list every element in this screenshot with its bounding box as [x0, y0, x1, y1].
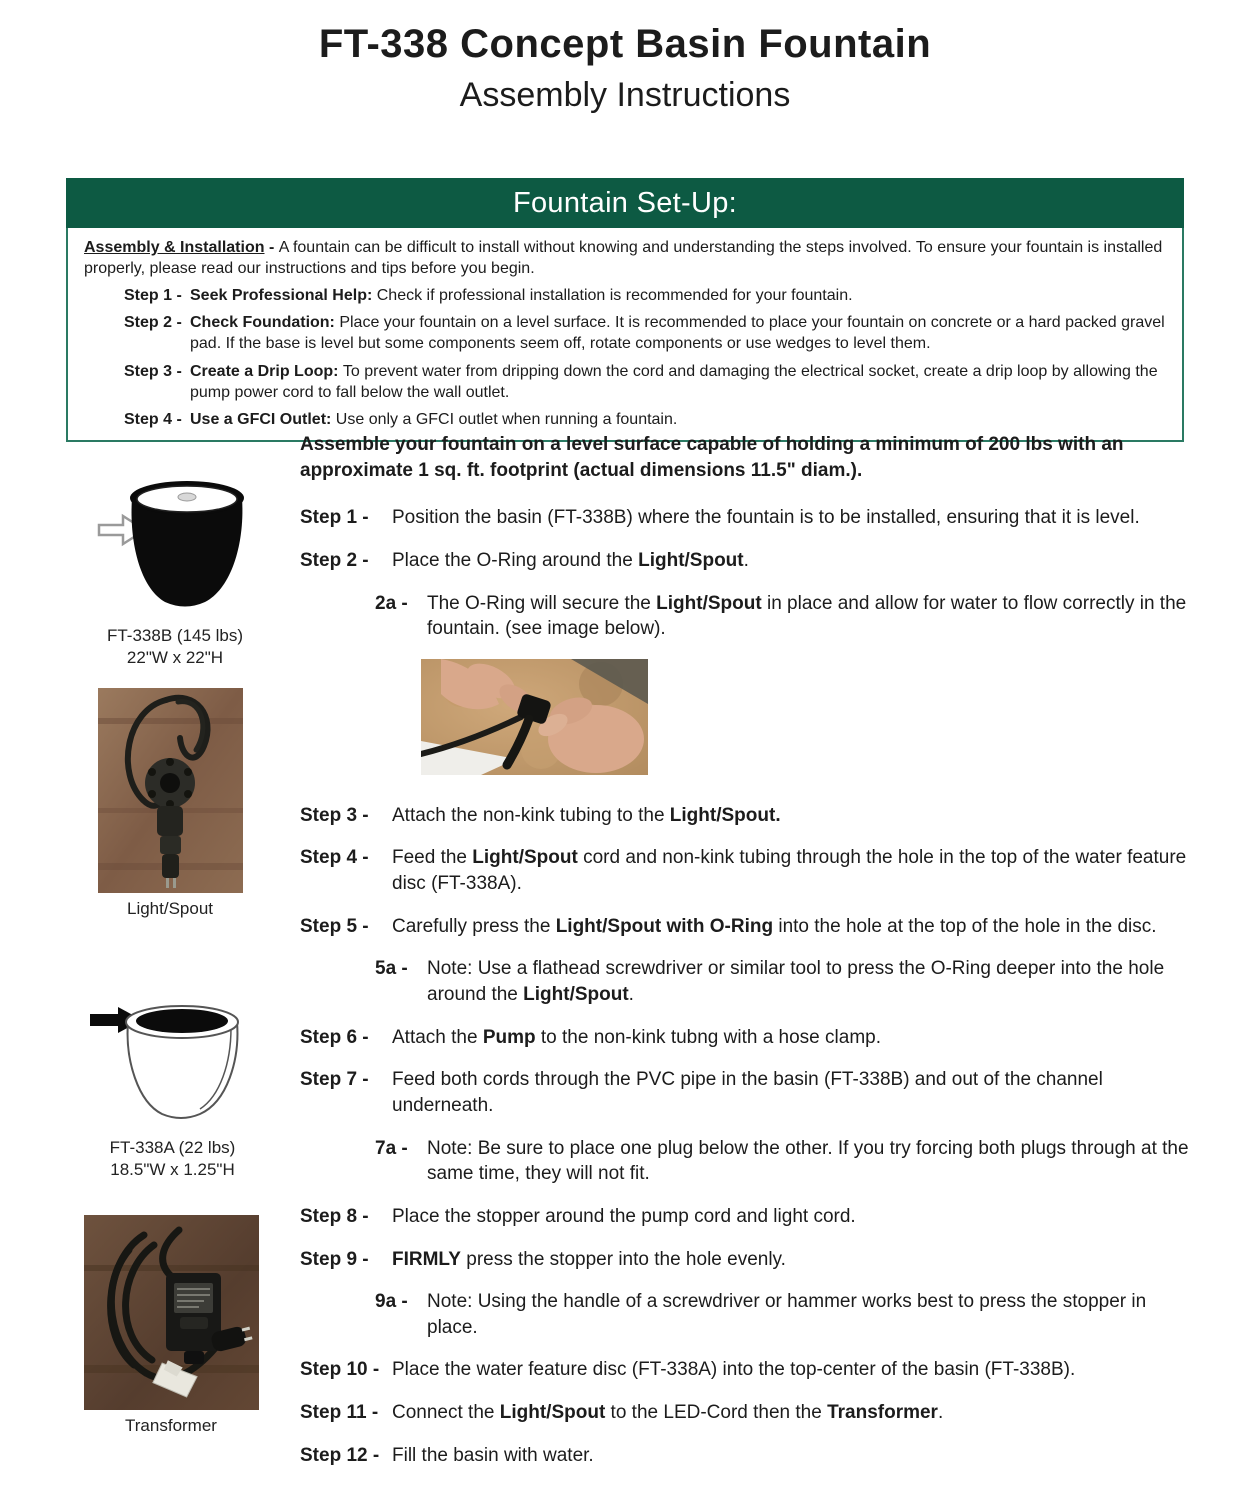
step-text-segment: Place the stopper around the pump cord and light cord.: [392, 1205, 856, 1227]
setup-step-row: [124, 312, 1166, 354]
step-row: [300, 914, 1192, 940]
substep-row: [375, 956, 1192, 1007]
step-text-bold: Pump: [482, 1026, 536, 1048]
step-label: Step 7 -: [300, 1069, 369, 1091]
basin-caption: [80, 625, 270, 670]
step-text-segment: Fill the basin with water.: [392, 1444, 594, 1466]
step-text: [392, 1067, 1192, 1118]
step-label: Step 10 -: [300, 1359, 380, 1381]
step-label: 7a -: [375, 1137, 408, 1159]
step-text: [392, 1204, 1192, 1230]
disc-caption: [75, 1137, 270, 1182]
step-text: [392, 505, 1192, 531]
basin-logo-oval: [178, 493, 196, 501]
step-label: Step 5 -: [300, 915, 369, 937]
setup-intro-text: A fountain can be difficult to install without knowing and understanding the steps involved. To ensure your fountain is installed properly, please read our instructions and tips before you begin.: [84, 239, 1163, 278]
step-text-segment: .: [937, 1402, 944, 1424]
basin-caption-line2: 22"W x 22"H: [126, 648, 224, 668]
step-label: Step 9 -: [300, 1248, 369, 1270]
light-spout-photo: [98, 688, 243, 893]
step-row: [300, 1025, 1192, 1051]
step-text: [392, 1025, 1192, 1051]
spout-body: [157, 806, 183, 836]
step-label: Step 1 -: [300, 507, 369, 529]
step-text-segment: in place and allow for water to flow correctly in the fountain. (see image below).: [427, 592, 1187, 640]
substep-row: [375, 1289, 1192, 1340]
step-label: Step 12 -: [300, 1444, 380, 1466]
oring-install-photo: [421, 659, 648, 775]
step-text-bold: Light/Spout: [656, 592, 762, 614]
step-text-segment: Note: Be sure to place one plug below the other. If you try forcing both plugs through at the same time, they will not fit.: [427, 1137, 1189, 1185]
setup-step-label: Step 1 -: [124, 287, 182, 305]
step-text-bold: Light/Spout: [499, 1402, 606, 1424]
page-subtitle: Assembly Instructions: [459, 76, 791, 114]
step-text: [392, 1443, 1192, 1469]
setup-step-label: Step 2 -: [124, 314, 182, 332]
step-text-bold: Light/Spout: [523, 984, 629, 1006]
transformer-caption: [82, 1415, 260, 1437]
step-text: [427, 591, 1192, 642]
plug: [162, 854, 179, 878]
step-text-segment: Attach the: [392, 1026, 483, 1048]
step-text-bold: Light/Spout with O-Ring: [555, 915, 774, 937]
step-label: Step 8 -: [300, 1205, 369, 1227]
step-label: Step 2 -: [300, 549, 369, 571]
step-text-segment: cord and non-kink tubing through the hole in the top of the water feature disc (FT-338A).: [392, 847, 1187, 895]
main-steps: [300, 505, 1192, 1468]
figure-light-spout: [95, 688, 245, 920]
step-text-segment: Position the basin (FT-338B) where the fountain is to be installed, ensuring that it is level.: [392, 507, 1140, 529]
setup-intro: [84, 237, 1166, 279]
step-text: [392, 548, 1192, 574]
step-row: [300, 1400, 1192, 1426]
light-spout-caption-line1: Light/Spout: [126, 899, 213, 918]
step-text-bold: Transformer: [827, 1402, 938, 1424]
step-row: [300, 803, 1192, 829]
figure-disc: [75, 988, 270, 1182]
setup-intro-label: Assembly & Installation: [84, 239, 265, 256]
disc-caption-line1: FT-338A (22 lbs): [109, 1138, 236, 1157]
step-text-segment: to the non-kink tubng with a hose clamp.: [535, 1026, 881, 1048]
step-text-segment: Note: Use a flathead screwdriver or similar tool to press the O-Ring deeper into the hole around the: [427, 958, 1165, 1006]
step-text: [392, 1357, 1192, 1383]
step-row: [300, 1443, 1192, 1469]
setup-banner-label: Fountain Set-Up:: [512, 186, 738, 219]
transformer-photo: [84, 1215, 259, 1410]
setup-step-row: [124, 285, 1166, 306]
figure-transformer: [82, 1215, 260, 1437]
light-spout-caption: [95, 898, 245, 920]
step-row: [300, 548, 1192, 574]
step-label: Step 4 -: [300, 847, 369, 869]
setup-step-text: Seek Professional Help: Check if professional installation is recommended for your fountain.: [190, 287, 853, 305]
step-label: 2a -: [375, 592, 408, 614]
step-text-segment: Place the O-Ring around the: [392, 549, 639, 571]
disc-caption-line2: 18.5"W x 1.25"H: [110, 1160, 235, 1180]
step-text-segment: Feed the: [392, 847, 473, 869]
setup-step-row: [124, 409, 1166, 430]
substep-row: [375, 591, 1192, 642]
step-text: [427, 1136, 1192, 1187]
basin-caption-line1: FT-338B (145 lbs): [106, 626, 244, 645]
step-row: [300, 1067, 1192, 1118]
step-text-segment: Connect the: [392, 1402, 500, 1424]
setup-box: [66, 228, 1184, 442]
step-text-segment: .: [628, 984, 634, 1006]
step-label: 5a -: [375, 958, 408, 980]
step-text-segment: Place the water feature disc (FT-338A) into the top-center of the basin (FT-338B).: [392, 1359, 1076, 1381]
setup-intro-dash: -: [264, 239, 279, 256]
step-text: [427, 1289, 1192, 1340]
step-text-segment: .: [743, 549, 749, 571]
setup-step-row: [124, 361, 1166, 403]
step-row: [300, 1247, 1192, 1273]
step-text: [427, 956, 1192, 1007]
step-text-bold: FIRMLY: [392, 1248, 461, 1270]
step-row: [300, 1204, 1192, 1230]
setup-step-text: Use a GFCI Outlet: Use only a GFCI outlet when running a fountain.: [190, 410, 678, 428]
step-text: [392, 914, 1192, 940]
step-text-segment: Feed both cords through the PVC pipe in the basin (FT-338B) and out of the channel underneath.: [392, 1069, 1103, 1116]
setup-step-text: Check Foundation: Place your fountain on a level surface. It is recommended to place your fountain on concrete or a hard packed gravel pad. If the base is level but some components seem off, rotate components or use wedges to level them.: [190, 314, 1165, 353]
step-text-bold: Light/Spout.: [669, 804, 781, 826]
step-label: Step 11 -: [300, 1402, 379, 1424]
setup-step-label: Step 3 -: [124, 362, 182, 380]
step-text: [392, 803, 1192, 829]
main-intro: Assemble your fountain on a level surface capable of holding a minimum of 200 lbs with an approximate 1 sq. ft. footprint (actual dimensions 11.5" diam.).: [300, 434, 1124, 481]
page-title: FT-338 Concept Basin Fountain: [318, 22, 932, 66]
step-text: [392, 845, 1192, 896]
disc-illustration: [88, 988, 258, 1128]
step-label: 9a -: [375, 1291, 408, 1313]
step-text-segment: to the LED-Cord then the: [605, 1402, 828, 1424]
transformer-caption-line1: Transformer: [125, 1416, 217, 1435]
step-text: [392, 1400, 1192, 1426]
step-text: [392, 1247, 1192, 1273]
step-text-segment: Note: Using the handle of a screwdriver or hammer works best to press the stopper in place.: [427, 1291, 1147, 1338]
substep-row: [375, 1136, 1192, 1187]
step-text-segment: into the hole at the top of the hole in the disc.: [773, 915, 1157, 937]
step-row: [300, 505, 1192, 531]
setup-steps: [84, 285, 1166, 430]
step-label: Step 3 -: [300, 804, 369, 826]
step-label: Step 6 -: [300, 1026, 369, 1048]
step-text-segment: press the stopper into the hole evenly.: [460, 1248, 786, 1270]
step-text-segment: The O-Ring will secure the: [427, 592, 657, 614]
disc-top-black: [136, 1009, 228, 1033]
setup-banner: [66, 178, 1184, 228]
step-text-segment: Attach the non-kink tubing to the: [392, 804, 670, 826]
step-row: [300, 845, 1192, 896]
setup-step-text: Create a Drip Loop: To prevent water from dripping down the cord and damaging the electrical socket, create a drip loop by allowing the pump power cord to fall below the wall outlet.: [190, 362, 1158, 401]
step-text-segment: Carefully press the: [392, 915, 556, 937]
basin-illustration: [95, 470, 255, 620]
figure-basin: [80, 470, 270, 670]
main-instructions: [300, 432, 1192, 1485]
setup-step-label: Step 4 -: [124, 410, 182, 428]
step-row: [300, 1357, 1192, 1383]
step-text-bold: Light/Spout: [472, 847, 578, 869]
step-text-bold: Light/Spout: [638, 549, 744, 571]
